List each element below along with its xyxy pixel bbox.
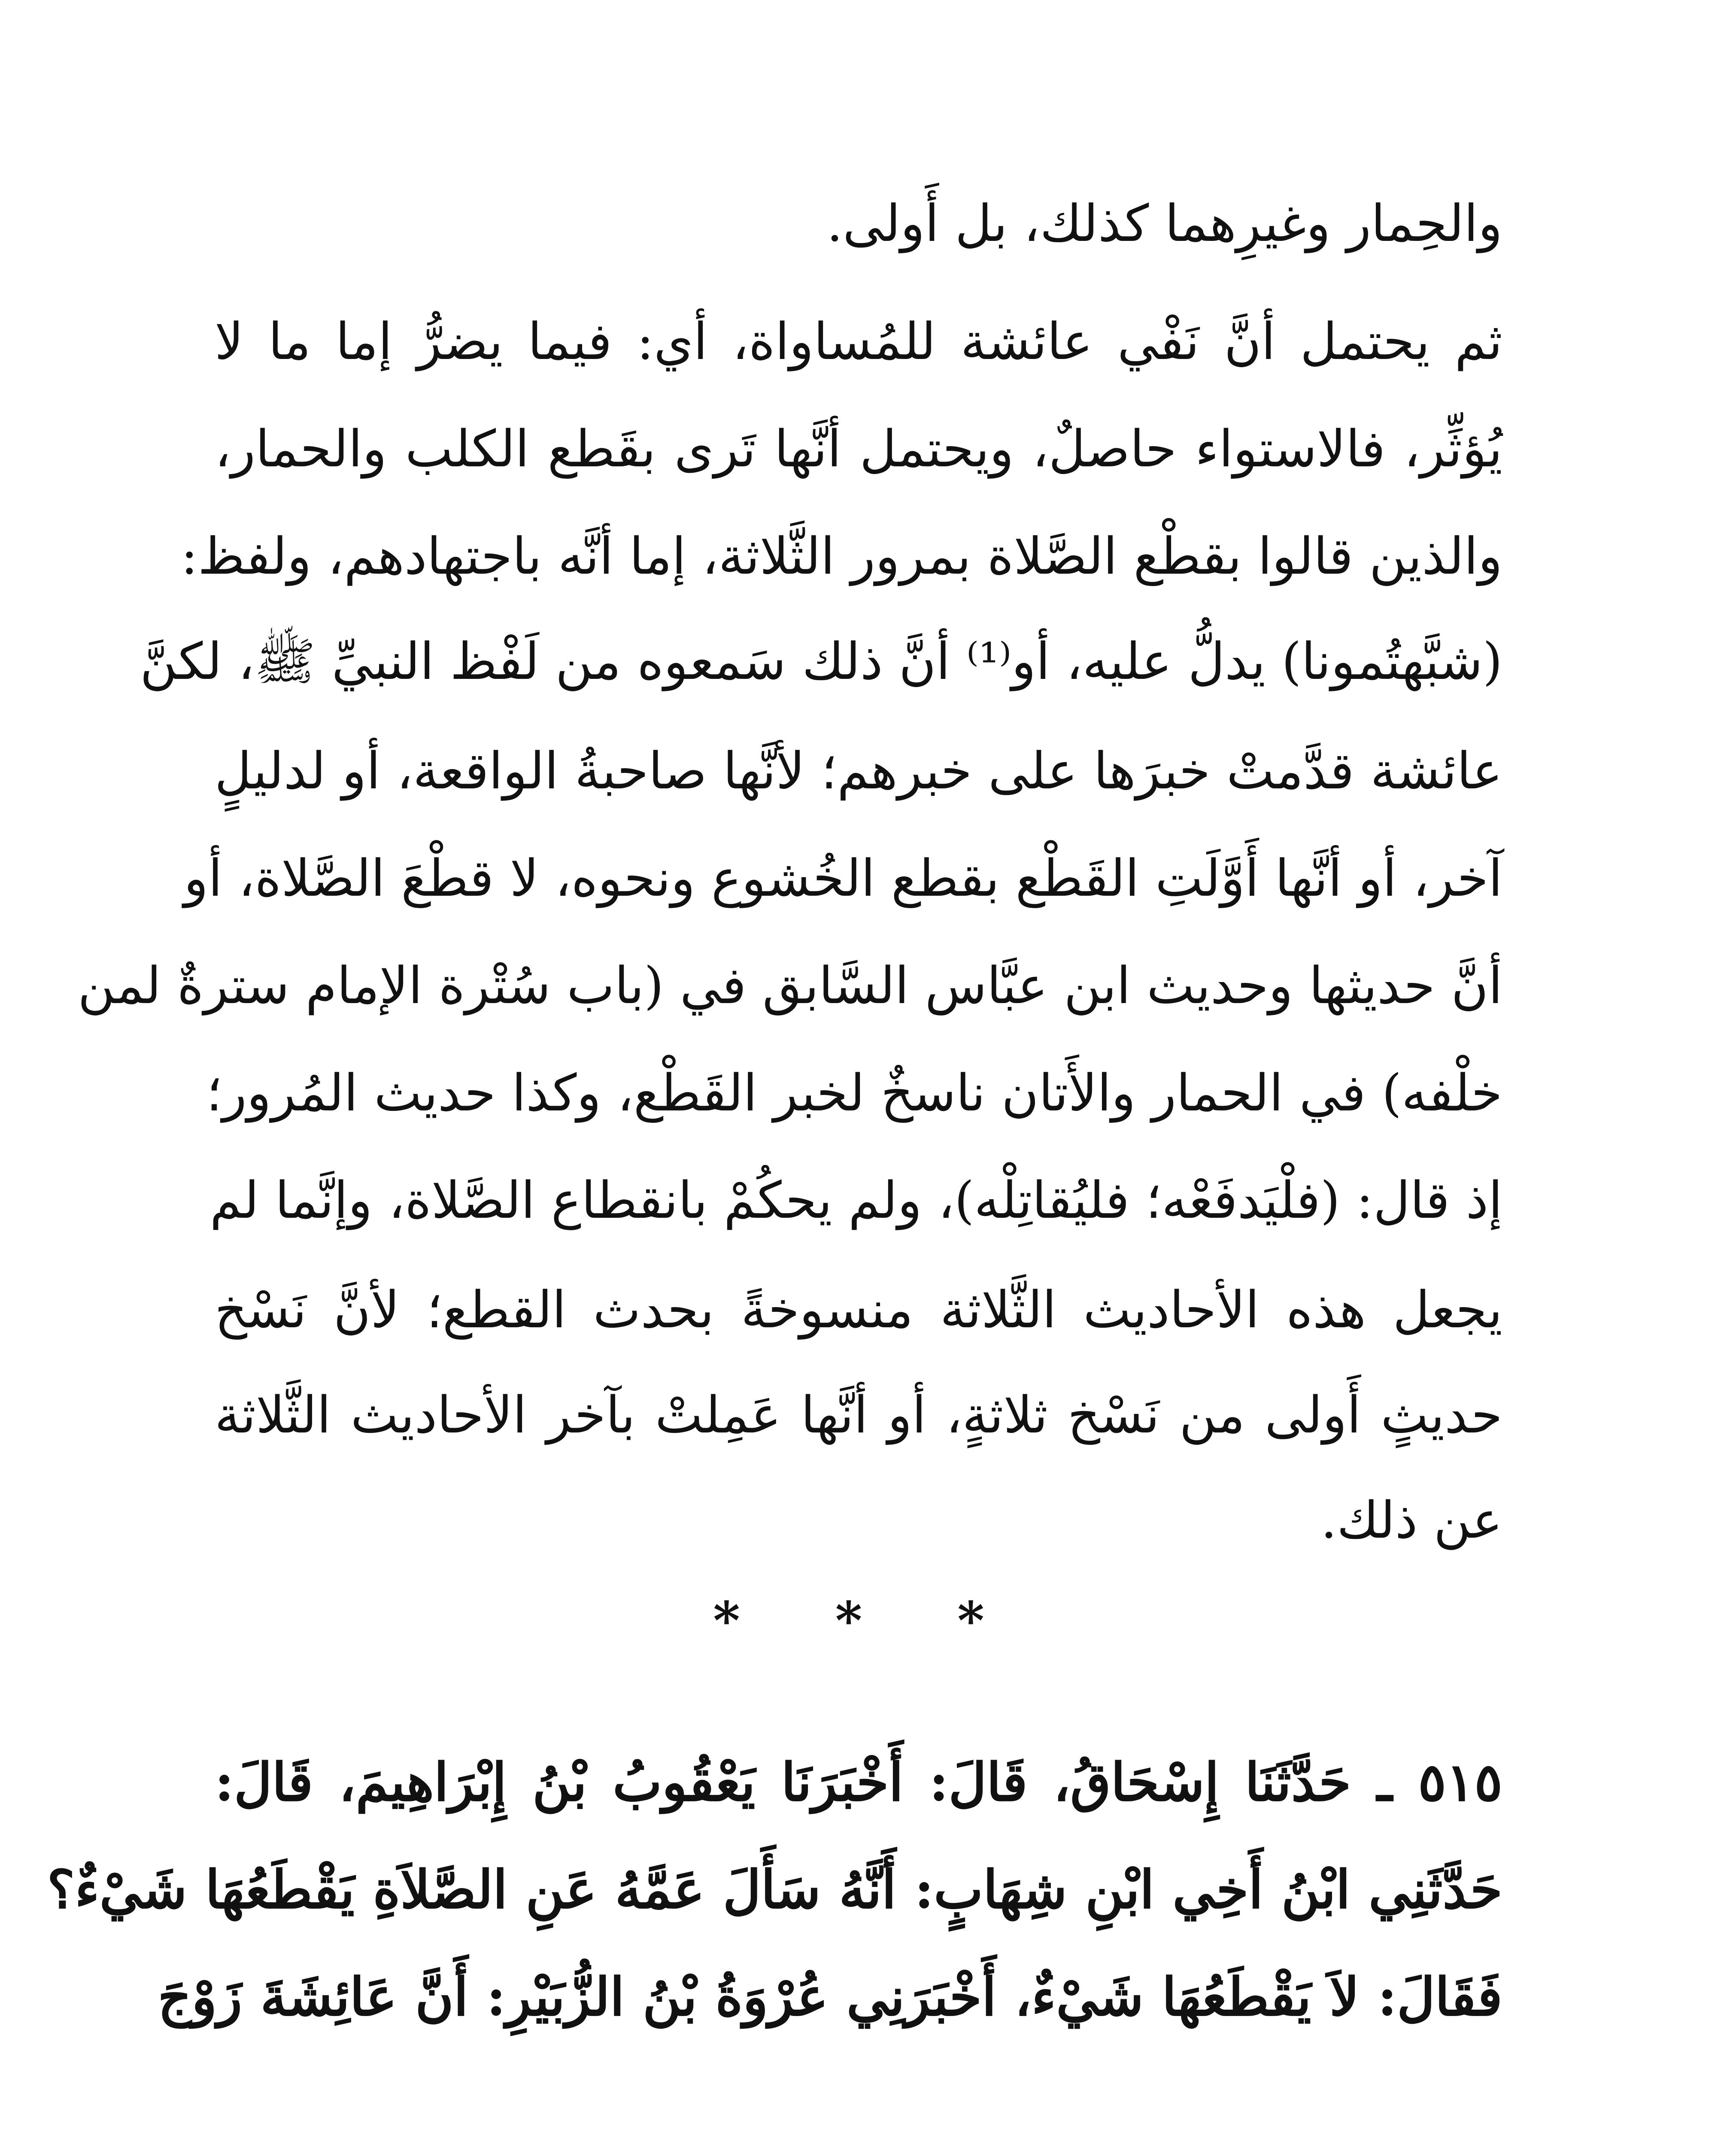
text-line: والحِمار وغيرِهما كذلك، بل أَولى. (826, 194, 1502, 253)
text-line: والذين قالوا بقطْع الصَّلاة بمرور الثَّلاثة، إما أنَّه باجتهادهم، ولفظ: (181, 526, 1502, 586)
text-line: آخر، أو أنَّها أَوَّلَتِ القَطْع بقطع الخُشوع ونحوه، لا قطْعَ الصَّلاة، أو (184, 848, 1502, 908)
hadith-line: حَدَّثَنِي ابْنُ أَخِي ابْنِ شِهَابٍ: أَنَّهُ سَأَلَ عَمَّهُ عَنِ الصَّلاَةِ يَقْطَعُهَا شَيْءٌ؟ (47, 1858, 1502, 1920)
text-line: (شبَّهتُمونا) يدلُّ عليه، أو⁽¹⁾ أنَّ ذلك سَمعوه من لَفْظ النبيِّ ﷺ، لكنَّ (140, 632, 1502, 691)
text-line: عن ذلك. (1320, 1490, 1502, 1550)
hadith-line: ٥١٥ ـ حَدَّثَنَا إِسْحَاقُ، قَالَ: أَخْبَرَنَا يَعْقُوبُ بْنُ إِبْرَاهِيمَ، قَالَ: (215, 1751, 1502, 1813)
text-line: إذ قال: (فلْيَدفَعْه؛ فليُقاتِلْه)، ولم يحكُمْ بانقطاع الصَّلاة، وإنَّما لم (209, 1171, 1502, 1230)
text-line: يجعل هذه الأحاديث الثَّلاثة منسوخةً بحدث القطع؛ لأنَّ نَسْخ (215, 1280, 1502, 1339)
text-line: ثم يحتمل أنَّ نَفْي عائشة للمُساواة، أي: فيما يضرُّ إما ما لا (215, 312, 1502, 371)
text-line: أنَّ حديثها وحديث ابن عبَّاس السَّابق في (باب سُتْرة الإمام سترةٌ لمن (78, 956, 1502, 1015)
text-line: يُؤثِّر، فالاستواء حاصلٌ، ويحتمل أنَّها تَرى بقَطع الكلب والحمار، (215, 419, 1502, 478)
text-line: عائشة قدَّمتْ خبرَها على خبرهم؛ لأنَّها صاحبةُ الواقعة، أو لدليلٍ (215, 741, 1502, 800)
text-line: خلْفه) في الحمار والأَتان ناسخٌ لخبر القَطْع، وكذا حديث المُرور؛ (206, 1063, 1502, 1122)
hadith-line: فَقَالَ: لاَ يَقْطَعُهَا شَيْءٌ، أَخْبَرَنِي عُرْوَةُ بْنُ الزُّبَيْرِ: أَنَّ عَائِشَةَ زَوْجَ (158, 1966, 1502, 2028)
section-separator: * * * (713, 1590, 1023, 1651)
text-line: حديثٍ أَولى من نَسْخ ثلاثةٍ، أو أنَّها عَمِلتْ بآخر الأحاديث الثَّلاثة (215, 1385, 1502, 1445)
